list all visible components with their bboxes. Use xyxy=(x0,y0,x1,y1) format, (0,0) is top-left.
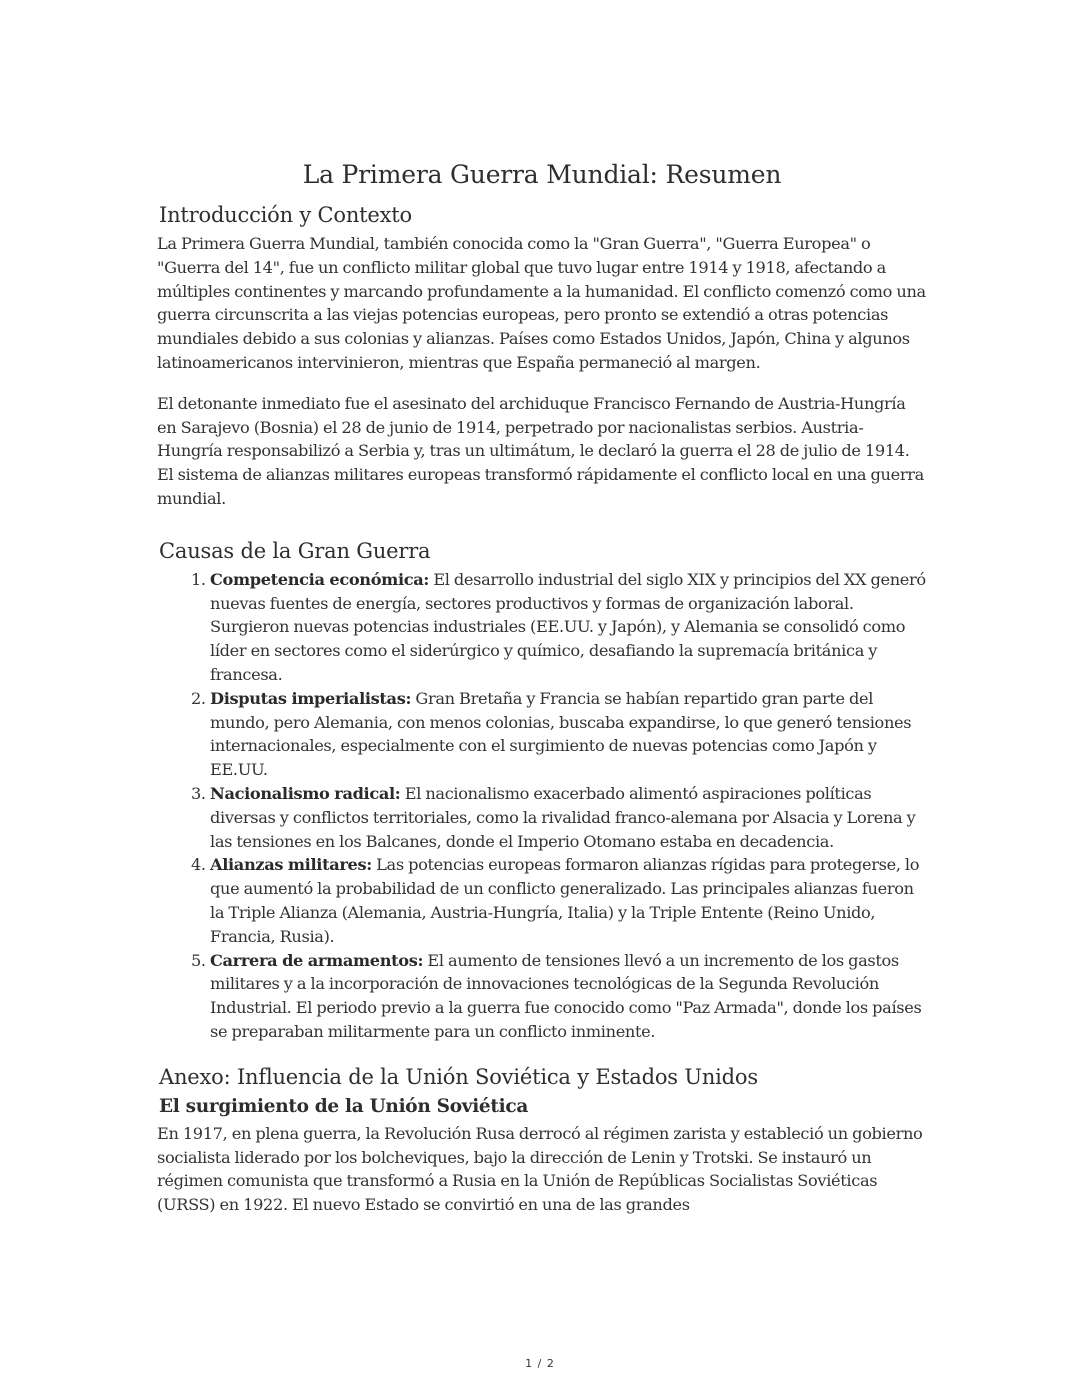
causes-list xyxy=(157,568,927,1044)
section-heading: Introducción y Contexto xyxy=(159,203,412,227)
list-item-term: Competencia económica: xyxy=(210,569,430,589)
section-heading: Anexo: Influencia de la Unión Soviética y Estados Unidos xyxy=(159,1064,758,1089)
list-item-text: El aumento de tensiones llevó a un incremento de los gastos militares y a la incorporación de innovaciones tecnológicas de la Segunda Revolución Industrial. El periodo previo a la guerra fue conocido como "Paz Armada", donde los países se preparaban militarmente para un conflicto inminente. xyxy=(210,950,922,1041)
list-item xyxy=(210,782,927,853)
subsection-heading: El surgimiento de la Unión Soviética xyxy=(159,1095,529,1117)
list-item-text: El desarrollo industrial del siglo XIX y principios del XX generó nuevas fuentes de energía, sectores productivos y formas de organización laboral. Surgieron nuevas potencias industriales (EE.UU. y Japón), y Alemania se consolidó como líder en sectores como el siderúrgico y químico, desafiando la supremacía británica y francesa. xyxy=(210,569,926,684)
paragraph: En 1917, en plena guerra, la Revolución Rusa derrocó al régimen zarista y estableció un gobierno socialista liderado por los bolcheviques, bajo la dirección de Lenin y Trotski. Se instauró un régimen comunista que transformó a Rusia en la Unión de Repúblicas Socialistas Soviéticas (URSS) en 1922. El nuevo Estado se convirtió en una de las grandes xyxy=(157,1123,923,1215)
list-item-text: Gran Bretaña y Francia se habían repartido gran parte del mundo, pero Alemania, con menos colonias, buscaba expandirse, lo que generó tensiones internacionales, especialmente con el surgimiento de nuevas potencias como Japón y EE.UU. xyxy=(210,688,912,780)
page-indicator: 1 / 2 xyxy=(525,1357,555,1370)
list-item xyxy=(210,853,927,948)
list-item xyxy=(210,687,927,782)
document-page xyxy=(157,158,927,1234)
list-item-text: El nacionalismo exacerbado alimentó aspiraciones políticas diversas y conflictos territoriales, como la rivalidad franco-alemana por Alsacia y Lorena y las tensiones en los Balcanes, donde el Imperio Otomano estaba en decadencia. xyxy=(210,783,916,851)
list-item-term: Carrera de armamentos: xyxy=(210,950,424,970)
section-heading: Causas de la Gran Guerra xyxy=(159,538,431,563)
list-item-term: Disputas imperialistas: xyxy=(210,688,412,708)
paragraph: La Primera Guerra Mundial, también conocida como la "Gran Guerra", "Guerra Europea" o "Guerra del 14", fue un conflicto militar global que tuvo lugar entre 1914 y 1918, afectando a múltiples continentes y marcando profundamente a la humanidad. El conflicto comenzó como una guerra circunscrita a las viejas potencias europeas, pero pronto se extendió a otras potencias mundiales debido a sus colonias y alianzas. Países como Estados Unidos, Japón, China y algunos latinoamericanos intervinieron, mientras que España permaneció al margen. xyxy=(157,234,926,372)
list-item xyxy=(210,568,927,687)
section-anexo xyxy=(157,1062,927,1217)
list-item xyxy=(210,949,927,1044)
paragraph: El detonante inmediato fue el asesinato del archiduque Francisco Fernando de Austria-Hungría en Sarajevo (Bosnia) el 28 de junio de 1914, perpetrado por nacionalistas serbios. Austria-Hungría responsabilizó a Serbia y, tras un ultimátum, le declaró la guerra el 28 de julio de 1914. El sistema de alianzas militares europeas transformó rápidamente el conflicto local en una guerra mundial. xyxy=(157,393,924,508)
section-introduccion xyxy=(157,200,927,511)
section-causas xyxy=(157,536,927,1044)
list-item-text: Las potencias europeas formaron alianzas rígidas para protegerse, lo que aumentó la probabilidad de un conflicto generalizado. Las principales alianzas fueron la Triple Alianza (Alemania, Austria-Hungría, Italia) y la Triple Entente (Reino Unido, Francia, Rusia). xyxy=(210,855,920,946)
document-title: La Primera Guerra Mundial: Resumen xyxy=(302,160,782,189)
list-item-term: Alianzas militares: xyxy=(210,855,372,875)
list-item-term: Nacionalismo radical: xyxy=(210,783,401,803)
